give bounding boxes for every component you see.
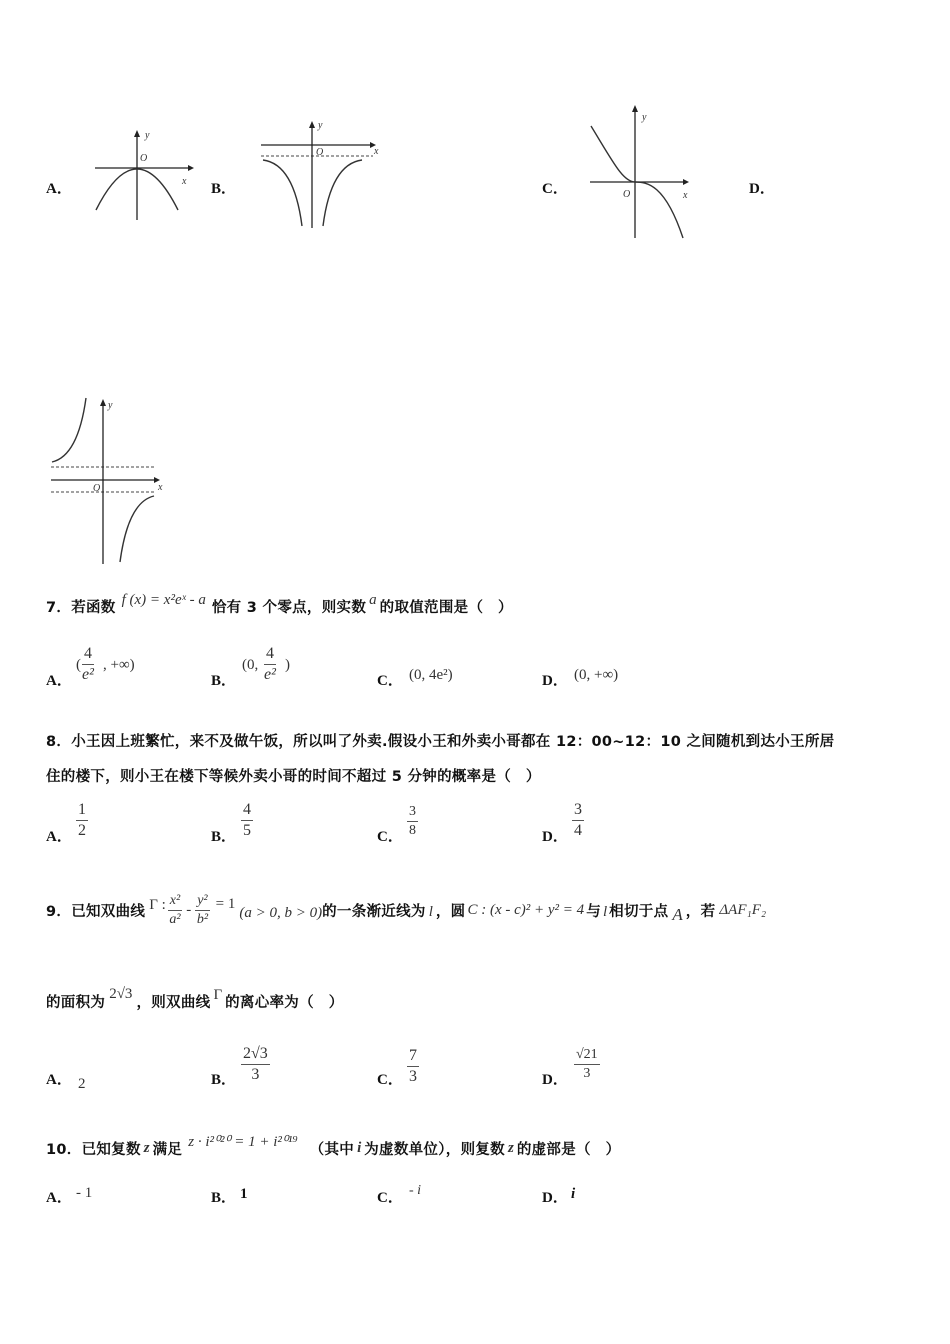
q10-stem	[46, 1134, 620, 1162]
denominator: 5	[243, 822, 251, 839]
q10-option-d-value: i	[571, 1186, 576, 1202]
denominator: 3	[409, 1068, 417, 1085]
numerator: 3	[407, 805, 418, 822]
q10-option-a-value: - 1	[76, 1185, 93, 1201]
denominator: 2	[78, 822, 86, 839]
x-axis-label: x	[683, 190, 688, 201]
q8-option-b-label: B．	[211, 829, 237, 845]
q9-text-5: 相切于点	[609, 903, 669, 920]
q9-line-l-2: l	[603, 903, 608, 920]
denominator: a²	[169, 911, 181, 927]
q10-option-a-label: A．	[46, 1190, 72, 1206]
q9-text-1: 已知双曲线	[71, 903, 146, 920]
q8-option-d-fraction	[572, 802, 584, 839]
q7-option-b-close: )	[285, 657, 290, 673]
q10-text-1: 已知复数	[81, 1141, 141, 1158]
q8-stem-line-2: 住的楼下，则小王在楼下等候外卖小哥的时间不超过 5 分钟的概率是（ ）	[46, 769, 541, 785]
q9-line2-text-a: 的面积为	[46, 994, 106, 1011]
numerator: 4	[264, 646, 276, 665]
q9-option-a-value: 2	[78, 1076, 86, 1092]
q9-fraction-x	[168, 894, 182, 927]
numerator: √21	[574, 1048, 600, 1065]
q9-option-b-fraction	[241, 1046, 270, 1083]
numerator: 4	[82, 646, 94, 665]
q9-minus: -	[186, 901, 192, 918]
q8-option-c-label: C．	[377, 829, 403, 845]
x-axis-label: x	[182, 176, 187, 187]
graph-c	[585, 102, 695, 242]
q7-text-3: 的取值范围是（ ）	[379, 600, 513, 616]
q10-option-c-value: - i	[409, 1183, 422, 1198]
q7-option-a-open: (	[76, 657, 81, 673]
q7-option-d-label: D．	[542, 673, 568, 689]
denominator: 8	[409, 823, 416, 838]
origin-label: O	[623, 189, 631, 200]
q7-option-c-label: C．	[377, 673, 403, 689]
numerator: 1	[76, 802, 88, 821]
q8-stem-line-1: 8．小王因上班繁忙，来不及做午饭，所以叫了外卖.假设小王和外卖小哥都在 12：00~12：10 之间随机到达小王所居	[46, 734, 835, 750]
q10-var-z: z	[143, 1139, 150, 1156]
denominator: b²	[196, 911, 209, 927]
q7-text-2: 恰有 3 个零点，则实数	[211, 600, 367, 616]
q7-text-1: 若函数	[71, 600, 116, 616]
q8-option-a-label: A．	[46, 829, 72, 845]
q10-option-d-label: D．	[542, 1190, 568, 1206]
q10-number: 10．	[46, 1141, 82, 1158]
option-d-label: D．	[749, 181, 775, 197]
q9-option-a-label: A．	[46, 1072, 72, 1088]
q10-option-b-label: B．	[211, 1190, 237, 1206]
q7-option-a-label: A．	[46, 673, 72, 689]
q9-gamma: Γ :	[149, 896, 166, 913]
q9-line2-text-c: 的离心率为（ ）	[225, 994, 344, 1011]
q9-triangle: ΔAF₁F₂	[719, 901, 767, 918]
q9-text-3: ，圆	[435, 903, 466, 920]
q10-text-4: 为虚数单位），则复数	[364, 1141, 505, 1158]
q9-number: 9．	[46, 903, 72, 920]
left-branch-curve	[263, 160, 302, 226]
q9-point-a: A	[672, 905, 683, 924]
q9-fraction-y	[195, 894, 209, 927]
q7-var-a: a	[369, 592, 377, 608]
q8-option-c-fraction	[407, 805, 418, 838]
q7-option-a-close: , +∞)	[103, 657, 135, 673]
q9-equals-one: = 1	[215, 895, 236, 912]
q7-option-b-label: B．	[211, 673, 237, 689]
numerator: 4	[241, 802, 253, 821]
q7-option-a-fraction	[82, 646, 94, 683]
q7-option-b-fraction	[264, 646, 276, 683]
denominator: 3	[583, 1066, 591, 1081]
upper-branch-curve	[52, 398, 86, 462]
numerator: 7	[407, 1048, 419, 1067]
graph-a	[90, 128, 200, 223]
q9-condition: (a > 0, b > 0)	[239, 904, 323, 921]
q10-text-3: （其中	[309, 1141, 355, 1158]
x-axis-label: x	[158, 482, 163, 493]
y-axis-label: y	[318, 120, 323, 131]
y-axis-label: y	[108, 400, 113, 411]
q7-number: 7．	[46, 600, 72, 616]
q8-option-d-label: D．	[542, 829, 568, 845]
q7-stem	[46, 592, 513, 617]
q9-line-l: l	[428, 903, 433, 920]
denominator: 3	[251, 1066, 260, 1083]
q10-equation: z · i²⁰²⁰ = 1 + i²⁰¹⁹	[188, 1133, 298, 1150]
denominator: 4	[574, 822, 582, 839]
q10-text-5: 的虚部是（ ）	[516, 1141, 621, 1158]
option-b-label: B．	[211, 181, 237, 197]
numerator: 3	[572, 802, 584, 821]
y-axis-label: y	[642, 112, 647, 123]
q9-stem-line-2	[46, 986, 344, 1016]
y-arrow-icon	[632, 105, 638, 112]
y-arrow-icon	[134, 130, 140, 137]
x-arrow-icon	[188, 165, 194, 171]
q8-option-b-fraction	[241, 802, 253, 839]
numerator: y²	[195, 894, 209, 911]
q9-option-d-label: D．	[542, 1072, 568, 1088]
y-arrow-icon	[100, 399, 106, 406]
denominator: e²	[82, 666, 94, 683]
q9-area: 2√3	[109, 985, 133, 1002]
option-c-label: C．	[542, 181, 568, 197]
x-axis-label: x	[374, 146, 379, 157]
x-arrow-icon	[683, 179, 689, 185]
y-arrow-icon	[309, 121, 315, 128]
q9-text-2: 的一条渐近线为	[322, 903, 426, 920]
q7-function: f (x) = x²eˣ - a	[121, 592, 206, 608]
q9-text-4: 与	[586, 903, 601, 920]
numerator: x²	[168, 894, 182, 911]
origin-label: O	[140, 153, 148, 164]
q10-option-c-label: C．	[377, 1190, 403, 1206]
q9-option-c-label: C．	[377, 1072, 403, 1088]
graph-d	[48, 394, 168, 566]
q7-option-d-value: (0, +∞)	[574, 667, 619, 683]
q10-text-2: 满足	[152, 1141, 183, 1158]
q9-text-6: ，若	[685, 903, 716, 920]
origin-label: O	[316, 147, 324, 158]
q10-option-b-value: 1	[240, 1186, 248, 1202]
q7-option-b-open: (0,	[242, 657, 259, 673]
right-branch-curve	[323, 160, 362, 226]
graph-b	[258, 118, 383, 230]
q9-gamma-2: Γ	[213, 986, 223, 1003]
q9-line2-text-b: ，则双曲线	[136, 994, 211, 1011]
y-axis-label: y	[145, 130, 150, 141]
denominator: e²	[264, 666, 276, 683]
origin-label: O	[93, 483, 101, 494]
q9-stem-line-1	[46, 888, 766, 932]
option-a-label: A．	[46, 181, 72, 197]
numerator: 2√3	[241, 1046, 270, 1065]
q9-circle-equation: C : (x - c)² + y² = 4	[467, 901, 585, 918]
q10-var-z-2: z	[507, 1139, 514, 1156]
q7-option-c-value: (0, 4e²)	[409, 667, 453, 683]
q9-option-d-fraction	[574, 1048, 600, 1081]
lower-branch-curve	[120, 496, 154, 562]
q9-option-b-label: B．	[211, 1072, 237, 1088]
q8-option-a-fraction	[76, 802, 88, 839]
q10-var-i: i	[357, 1139, 362, 1156]
q9-option-c-fraction	[407, 1048, 419, 1085]
